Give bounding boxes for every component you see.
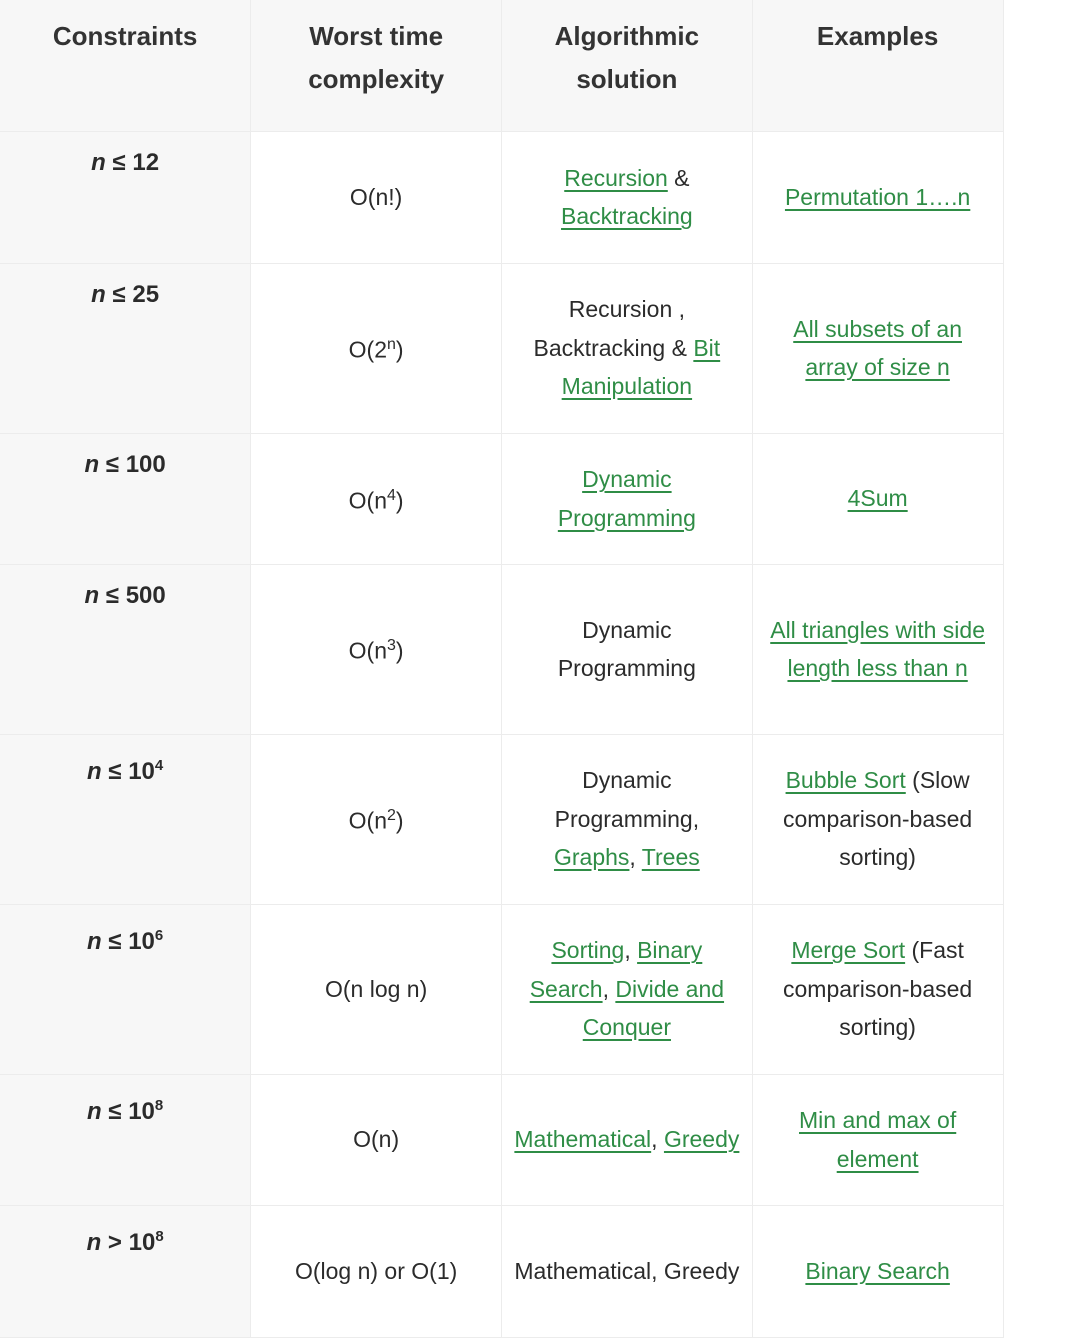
constraint-value: 100 <box>125 450 166 478</box>
constraint-operator: ≤ <box>105 148 133 176</box>
constraint-cell <box>0 263 251 433</box>
constraint-value: 25 <box>132 280 160 308</box>
example-cell <box>752 564 1003 734</box>
complexity-cell <box>251 1074 502 1205</box>
example-text: (Slow comparison-based sorting) <box>783 767 973 871</box>
example-link[interactable]: Bubble Sort <box>785 767 906 794</box>
complexity-cell <box>251 263 502 433</box>
algorithm-cell <box>502 1205 753 1337</box>
example-link[interactable]: Binary Search <box>805 1257 950 1284</box>
algorithm-link[interactable]: Dynamic Programming <box>557 466 696 531</box>
algorithm-link[interactable]: Sorting <box>551 937 625 964</box>
header-algorithmic-solution: Algorithmic solution <box>502 0 753 131</box>
complexity-tail: ) <box>395 487 404 514</box>
constraint-value: 12 <box>132 148 160 176</box>
constraint-variable: n <box>84 581 100 609</box>
example-cell <box>752 131 1003 263</box>
constraint-exponent: 4 <box>154 756 164 774</box>
example-link[interactable]: Min and max of element <box>799 1107 957 1172</box>
complexity-base: O(n <box>348 808 387 835</box>
complexity-base: O(2 <box>348 337 387 364</box>
constraint-variable: n <box>87 757 102 785</box>
complexity-cell <box>251 904 502 1074</box>
example-cell <box>752 734 1003 904</box>
algorithm-cell <box>502 564 753 734</box>
algorithm-cell <box>502 131 753 263</box>
constraint-variable: n <box>87 927 102 955</box>
constraint-variable: n <box>91 280 106 308</box>
complexity-base: O(n <box>348 487 387 514</box>
algorithm-cell <box>502 904 753 1074</box>
table-row <box>0 433 1003 564</box>
algorithm-text: , <box>602 975 616 1002</box>
algorithm-cell <box>502 1074 753 1205</box>
constraint-variable: n <box>91 148 106 176</box>
constraint-cell <box>0 131 251 263</box>
constraint-cell <box>0 433 251 564</box>
table-row <box>0 734 1003 904</box>
complexity-cell <box>251 564 502 734</box>
algorithm-text: Dynamic Programming, <box>554 767 700 832</box>
example-link[interactable]: Permutation 1….n <box>784 183 971 210</box>
algorithm-link[interactable]: Backtracking <box>561 203 693 229</box>
constraint-operator: > <box>101 1228 129 1256</box>
complexity-tail: ) <box>395 337 404 364</box>
header-worst-time-complexity: Worst time complexity <box>251 0 502 131</box>
algorithm-text: Mathematical, Greedy <box>514 1257 740 1284</box>
constraint-operator: ≤ <box>101 927 129 955</box>
algorithm-cell <box>502 734 753 904</box>
algorithm-link[interactable]: Graphs <box>553 844 630 871</box>
example-link[interactable]: All subsets of an array of size n <box>793 315 962 380</box>
complexity-tail: ) <box>395 638 404 665</box>
example-link[interactable]: Merge Sort <box>791 937 906 964</box>
example-cell <box>752 1074 1003 1205</box>
constraint-cell <box>0 1074 251 1205</box>
algorithm-text: & <box>667 164 690 191</box>
constraint-exponent: 8 <box>154 1096 164 1114</box>
header-constraints: Constraints <box>0 0 251 131</box>
constraint-value: 10 <box>128 927 155 955</box>
algorithm-link[interactable]: Bit Manipulation <box>561 334 721 400</box>
complexity-cell <box>251 1205 502 1337</box>
complexity-cell <box>251 734 502 904</box>
constraint-value: 10 <box>128 1228 156 1256</box>
algorithm-link[interactable]: Greedy <box>663 1126 740 1153</box>
complexity-base: O(n <box>348 638 387 665</box>
constraint-operator: ≤ <box>101 757 129 785</box>
complexity-exponent: 3 <box>387 637 396 655</box>
complexity-base: O(n) <box>353 1126 400 1153</box>
example-cell <box>752 263 1003 433</box>
table-row <box>0 1205 1003 1337</box>
complexity-exponent: 2 <box>387 807 396 825</box>
algorithm-link[interactable]: Mathematical <box>514 1126 652 1153</box>
constraint-exponent: 6 <box>154 926 164 944</box>
algorithm-text: , <box>624 937 638 964</box>
constraint-variable: n <box>84 450 100 478</box>
complexity-exponent: 4 <box>387 486 396 504</box>
constraint-variable: n <box>86 1228 102 1256</box>
constraint-operator: ≤ <box>99 581 126 609</box>
constraint-value: 10 <box>128 757 155 785</box>
constraint-cell <box>0 1205 251 1337</box>
constraint-cell <box>0 564 251 734</box>
constraint-operator: ≤ <box>105 280 133 308</box>
algorithm-link[interactable]: Divide and Conquer <box>582 975 725 1041</box>
table-row <box>0 1074 1003 1205</box>
header-examples: Examples <box>752 0 1003 131</box>
constraint-value: 10 <box>128 1097 155 1125</box>
constraint-operator: ≤ <box>99 450 126 478</box>
complexity-tail: ) <box>395 808 404 835</box>
complexity-base: O(n!) <box>349 183 403 210</box>
table-row <box>0 263 1003 433</box>
example-cell <box>752 433 1003 564</box>
complexity-cell <box>251 433 502 564</box>
algorithm-text: , <box>651 1126 664 1153</box>
algorithm-link[interactable]: Binary Search <box>529 937 703 1002</box>
algorithm-link[interactable]: Recursion <box>564 164 668 191</box>
algorithm-link[interactable]: Trees <box>641 844 700 871</box>
constraint-exponent: 8 <box>155 1227 164 1245</box>
table-row <box>0 904 1003 1074</box>
table-row <box>0 564 1003 734</box>
example-link[interactable]: 4Sum <box>847 485 908 512</box>
example-cell <box>752 904 1003 1074</box>
complexity-base: O(log n) or O(1) <box>294 1257 458 1284</box>
algorithm-text: Dynamic Programming <box>557 616 696 681</box>
constraint-variable: n <box>87 1097 102 1125</box>
algorithm-cell <box>502 263 753 433</box>
constraint-operator: ≤ <box>101 1097 129 1125</box>
table-row <box>0 131 1003 263</box>
complexity-exponent: n <box>387 336 396 354</box>
constraint-value: 500 <box>125 581 166 609</box>
example-cell <box>752 1205 1003 1337</box>
algorithm-text: Recursion , Backtracking & <box>533 296 694 361</box>
example-link[interactable]: All triangles with side length less than n <box>770 616 985 681</box>
complexity-base: O(n log n) <box>324 975 428 1002</box>
algorithm-cell <box>502 433 753 564</box>
example-text: (Fast comparison-based sorting) <box>783 937 973 1041</box>
complexity-cell <box>251 131 502 263</box>
constraint-cell <box>0 734 251 904</box>
constraint-cell <box>0 904 251 1074</box>
header-row <box>0 0 1003 131</box>
algorithm-text: , <box>629 844 642 871</box>
